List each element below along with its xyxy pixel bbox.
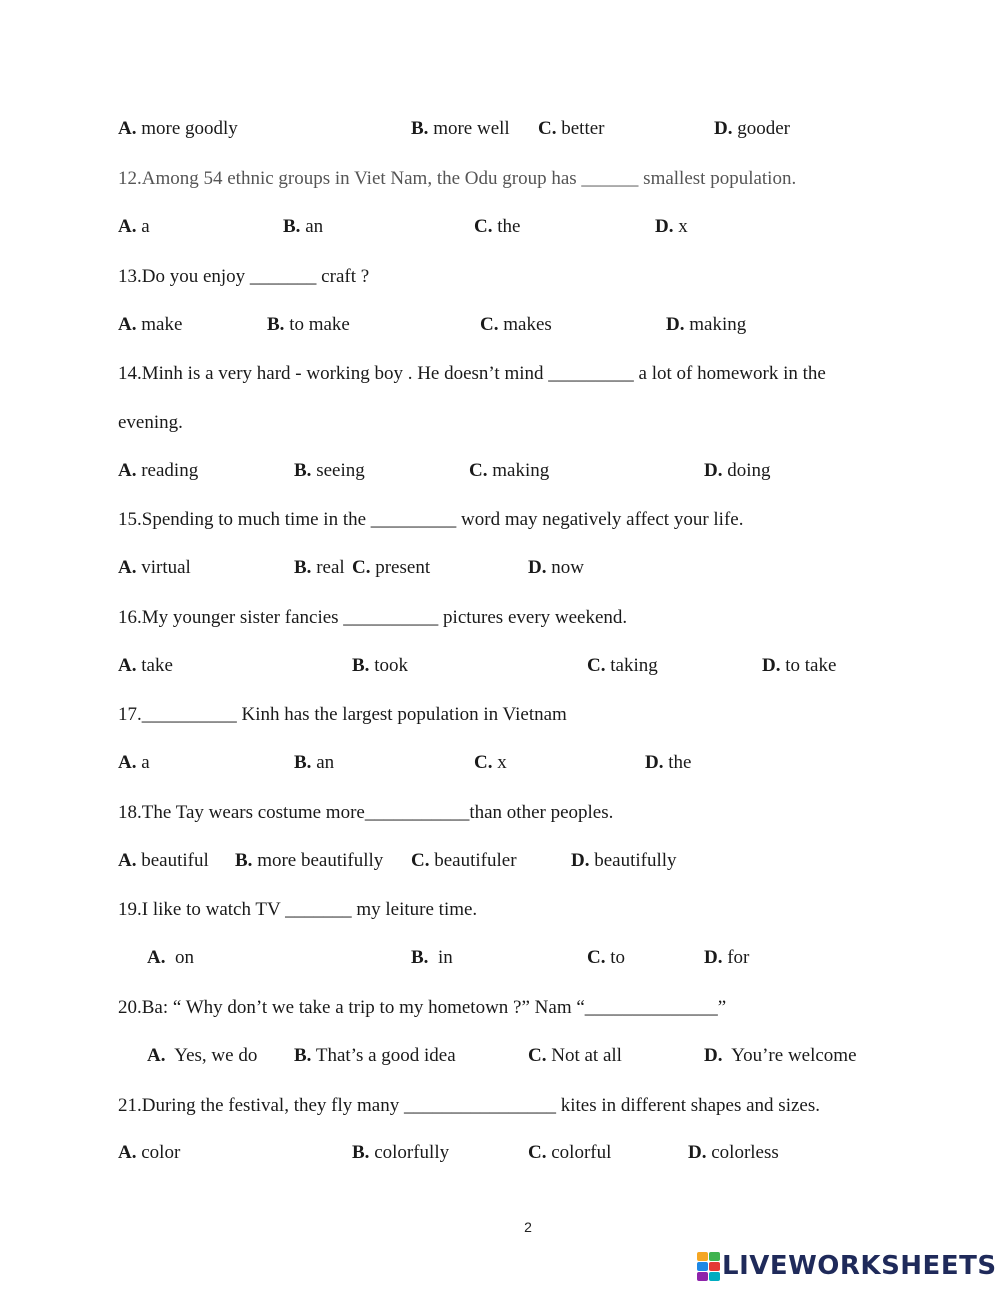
option-17-b[interactable]: B. an bbox=[294, 752, 335, 773]
option-19-c[interactable]: C. to bbox=[587, 947, 626, 968]
option-20-a[interactable]: A. Yes, we do bbox=[147, 1045, 258, 1066]
question-12-text: 12.Among 54 ethnic groups in Viet Nam, the Odu group has ______ smallest population. bbox=[118, 168, 797, 189]
option-18-b[interactable]: B. more beautifully bbox=[235, 850, 384, 871]
option-18-d[interactable]: D. beautifully bbox=[571, 850, 677, 871]
question-15-text: 15.Spending to much time in the _________ word may negatively affect your life. bbox=[118, 509, 744, 530]
question-19-text: 19.I like to watch TV _______ my leiture time. bbox=[118, 899, 478, 920]
brand-name: LIVEWORKSHEETS bbox=[722, 1251, 997, 1281]
option-17-c[interactable]: C. x bbox=[474, 752, 507, 773]
question-20-text: 20.Ba: “ Why don’t we take a trip to my hometown ?” Nam “______________” bbox=[118, 997, 727, 1018]
question-16-text: 16.My younger sister fancies __________ pictures every weekend. bbox=[118, 607, 628, 628]
option-15-c[interactable]: C. present bbox=[352, 557, 431, 578]
option-12-b[interactable]: B. an bbox=[283, 216, 324, 237]
question-13-text: 13.Do you enjoy _______ craft ? bbox=[118, 266, 370, 287]
option-12-d[interactable]: D. x bbox=[655, 216, 688, 237]
option-16-c[interactable]: C. taking bbox=[587, 655, 658, 676]
option-13-b[interactable]: B. to make bbox=[267, 314, 350, 335]
option-14-b[interactable]: B. seeing bbox=[294, 460, 365, 481]
option-17-d[interactable]: D. the bbox=[645, 752, 692, 773]
option-19-b[interactable]: B. in bbox=[411, 947, 453, 968]
logo-block bbox=[709, 1252, 720, 1261]
option-21-c[interactable]: C. colorful bbox=[528, 1142, 612, 1163]
question-14-text-continued: evening. bbox=[118, 412, 183, 433]
option-13-a[interactable]: A. make bbox=[118, 314, 183, 335]
question-18-text: 18.The Tay wears costume more___________than other peoples. bbox=[118, 802, 614, 823]
option-18-c[interactable]: C. beautifuler bbox=[411, 850, 517, 871]
option-16-d[interactable]: D. to take bbox=[762, 655, 837, 676]
option-19-d[interactable]: D. for bbox=[704, 947, 750, 968]
option-21-a[interactable]: A. color bbox=[118, 1142, 181, 1163]
option-20-d[interactable]: D. You’re welcome bbox=[704, 1045, 857, 1066]
option-13-c[interactable]: C. makes bbox=[480, 314, 552, 335]
option-21-d[interactable]: D. colorless bbox=[688, 1142, 779, 1163]
option-18-a[interactable]: A. beautiful bbox=[118, 850, 209, 871]
liveworksheets-brand[interactable] bbox=[697, 1250, 997, 1282]
question-14-text: 14.Minh is a very hard - working boy . He doesn’t mind _________ a lot of homework in the bbox=[118, 363, 826, 384]
option-14-c[interactable]: C. making bbox=[469, 460, 550, 481]
option-15-b[interactable]: B. real bbox=[294, 557, 345, 578]
option-14-d[interactable]: D. doing bbox=[704, 460, 771, 481]
option-15-d[interactable]: D. now bbox=[528, 557, 584, 578]
option-13-d[interactable]: D. making bbox=[666, 314, 747, 335]
logo-block bbox=[697, 1252, 708, 1261]
liveworksheets-logo-icon bbox=[697, 1252, 719, 1280]
option-12-c[interactable]: C. the bbox=[474, 216, 521, 237]
logo-block bbox=[697, 1262, 708, 1271]
logo-block bbox=[697, 1272, 708, 1281]
option-16-b[interactable]: B. took bbox=[352, 655, 408, 676]
option-11-a[interactable]: A. more goodly bbox=[118, 118, 238, 139]
question-21-text: 21.During the festival, they fly many ________________ kites in different shapes and sizes. bbox=[118, 1095, 820, 1116]
option-15-a[interactable]: A. virtual bbox=[118, 557, 191, 578]
option-11-c[interactable]: C. better bbox=[538, 118, 605, 139]
page-number: 2 bbox=[524, 1219, 532, 1235]
option-19-a[interactable]: A. on bbox=[147, 947, 194, 968]
option-11-d[interactable]: D. gooder bbox=[714, 118, 790, 139]
option-11-b[interactable]: B. more well bbox=[411, 118, 510, 139]
logo-block bbox=[709, 1272, 720, 1281]
option-20-b[interactable]: B. That’s a good idea bbox=[294, 1045, 456, 1066]
question-17-text: 17.__________ Kinh has the largest population in Vietnam bbox=[118, 704, 567, 725]
option-20-c[interactable]: C. Not at all bbox=[528, 1045, 622, 1066]
logo-block bbox=[709, 1262, 720, 1271]
option-12-a[interactable]: A. a bbox=[118, 216, 150, 237]
option-17-a[interactable]: A. a bbox=[118, 752, 150, 773]
option-14-a[interactable]: A. reading bbox=[118, 460, 199, 481]
option-16-a[interactable]: A. take bbox=[118, 655, 173, 676]
option-21-b[interactable]: B. colorfully bbox=[352, 1142, 450, 1163]
